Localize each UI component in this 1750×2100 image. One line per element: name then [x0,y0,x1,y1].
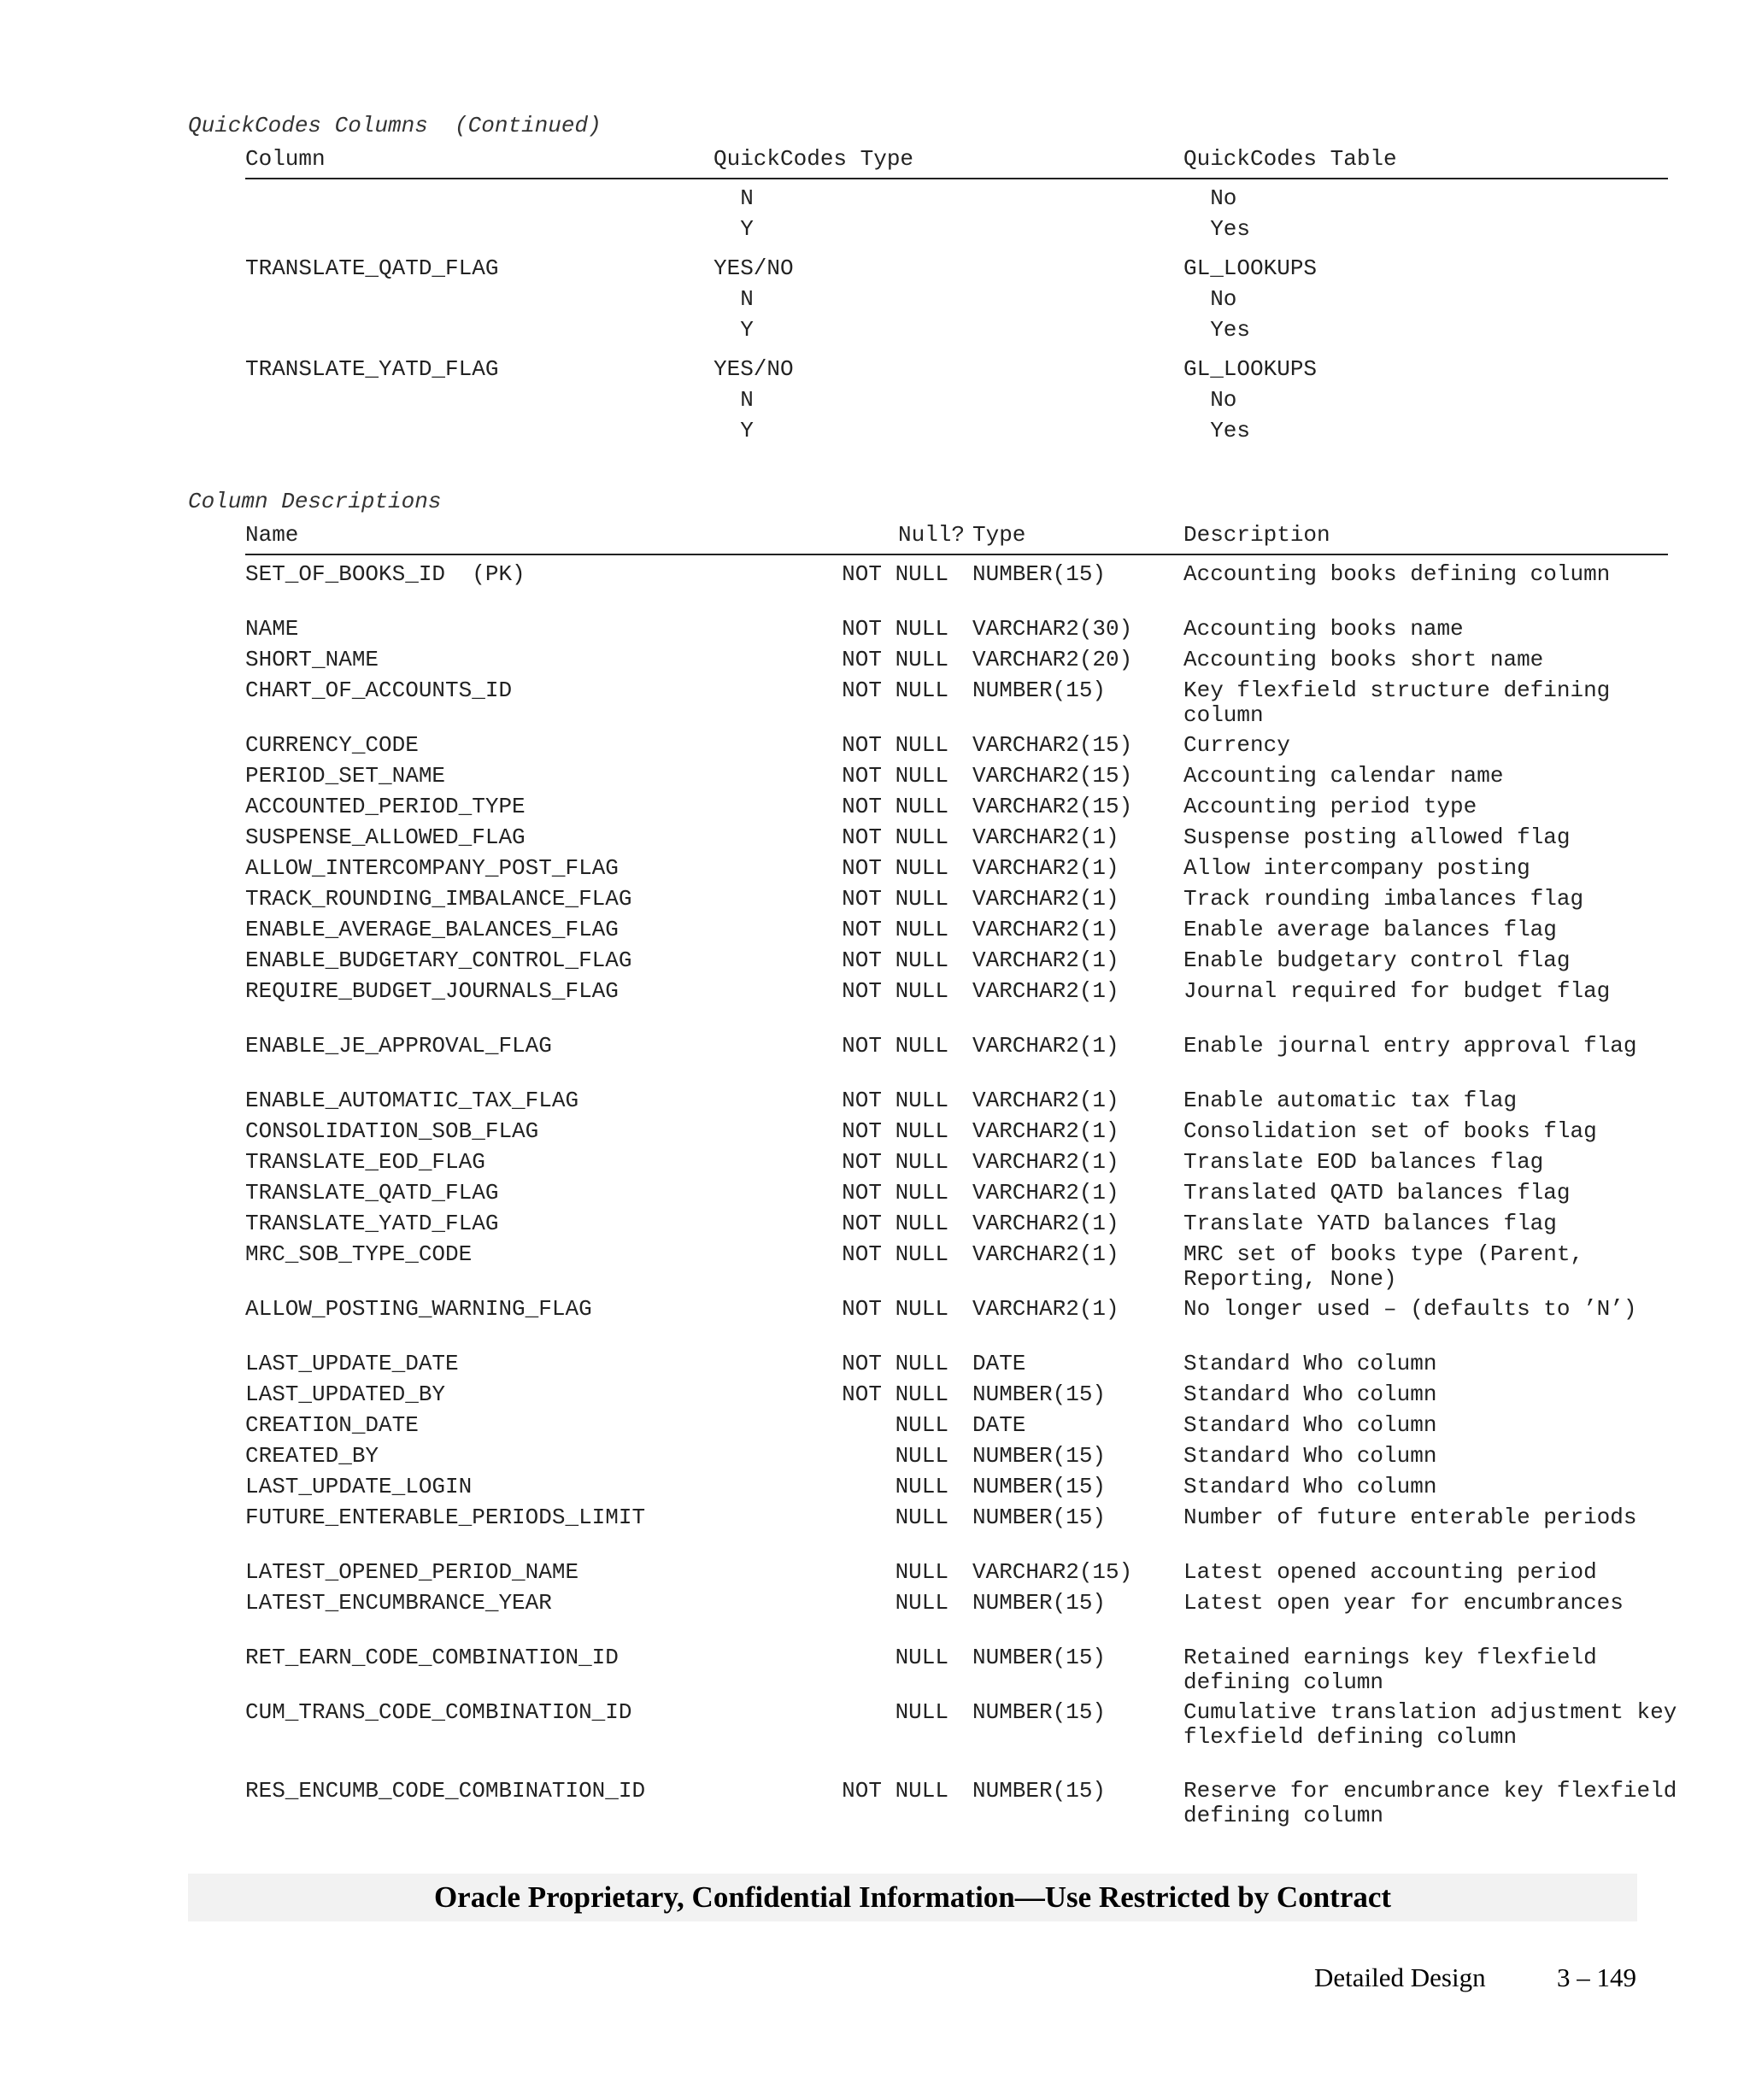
quickcodes-type-cell: Y [714,216,754,242]
column-name-cell: NAME [245,616,299,642]
description-cell: Journal required for budget flag [1183,978,1611,1004]
description-cell: No longer used – (defaults to ’N’) [1183,1296,1637,1322]
description-cell: Translated QATD balances flag [1183,1180,1571,1205]
quickcodes-header [245,144,1668,179]
column-name-cell: RES_ENCUMB_CODE_COMBINATION_ID [245,1778,646,1804]
type-cell: VARCHAR2(1) [972,1180,1119,1205]
null-cell: NOT NULL [842,1180,948,1205]
header-quickcodes-table: QuickCodes Table [1183,146,1397,172]
null-cell: NULL [895,1443,948,1469]
description-cell: Enable journal entry approval flag [1183,1033,1637,1059]
description-cell: Cumulative translation adjustment key flexfield defining column [1183,1699,1677,1750]
column-name-cell: LATEST_OPENED_PERIOD_NAME [245,1559,579,1585]
type-cell: NUMBER(15) [972,1474,1107,1499]
null-cell: NOT NULL [842,917,948,942]
column-name-cell: ENABLE_AUTOMATIC_TAX_FLAG [245,1088,579,1113]
null-cell: NOT NULL [842,886,948,912]
type-cell: VARCHAR2(1) [972,1149,1119,1175]
column-descriptions-header [245,519,1668,555]
description-cell: Standard Who column [1183,1474,1437,1499]
type-cell: NUMBER(15) [972,678,1107,703]
null-cell: NOT NULL [842,678,948,703]
null-cell: NULL [895,1412,948,1438]
null-cell: NOT NULL [842,1118,948,1144]
description-cell: Enable average balances flag [1183,917,1557,942]
column-name-cell: TRACK_ROUNDING_IMBALANCE_FLAG [245,886,632,912]
column-descriptions-title: Column Descriptions [188,489,442,514]
type-cell: VARCHAR2(1) [972,947,1119,973]
null-cell: NOT NULL [842,824,948,850]
column-name-cell: TRANSLATE_EOD_FLAG [245,1149,485,1175]
column-name-cell: ENABLE_BUDGETARY_CONTROL_FLAG [245,947,632,973]
description-cell: Allow intercompany posting [1183,855,1530,881]
column-name-cell: CREATION_DATE [245,1412,419,1438]
description-cell: Accounting books defining column [1183,561,1611,587]
column-name-cell: LAST_UPDATED_BY [245,1381,446,1407]
type-cell: VARCHAR2(1) [972,1033,1119,1059]
type-cell: NUMBER(15) [972,1443,1107,1469]
null-cell: NOT NULL [842,1778,948,1804]
type-cell: VARCHAR2(15) [972,763,1133,789]
header-quickcodes-type: QuickCodes Type [714,146,914,172]
type-cell: DATE [972,1351,1026,1376]
null-cell: NULL [895,1474,948,1499]
null-cell: NOT NULL [842,616,948,642]
column-name-cell: LAST_UPDATE_LOGIN [245,1474,473,1499]
column-name-cell: CUM_TRANS_CODE_COMBINATION_ID [245,1699,632,1725]
column-name-cell: SUSPENSE_ALLOWED_FLAG [245,824,526,850]
type-cell: VARCHAR2(1) [972,1241,1119,1267]
null-cell: NOT NULL [842,1351,948,1376]
description-cell: Standard Who column [1183,1351,1437,1376]
header-name: Name [245,522,299,548]
quickcodes-type-cell: N [714,185,754,211]
column-name-cell: CURRENCY_CODE [245,732,419,758]
quickcodes-table-cell: No [1183,286,1237,312]
column-name-cell: TRANSLATE_YATD_FLAG [245,1211,499,1236]
description-cell: Number of future enterable periods [1183,1505,1637,1530]
description-cell: Consolidation set of books flag [1183,1118,1597,1144]
description-cell: Currency [1183,732,1290,758]
column-name-cell: CONSOLIDATION_SOB_FLAG [245,1118,539,1144]
type-cell: NUMBER(15) [972,1699,1107,1725]
column-name-cell: TRANSLATE_QATD_FLAG [245,1180,499,1205]
description-cell: Retained earnings key flexfield defining column [1183,1645,1597,1695]
null-cell: NOT NULL [842,794,948,819]
null-cell: NOT NULL [842,947,948,973]
null-cell: NOT NULL [842,855,948,881]
description-cell: Enable budgetary control flag [1183,947,1571,973]
type-cell: VARCHAR2(15) [972,732,1133,758]
type-cell: VARCHAR2(1) [972,978,1119,1004]
quickcodes-table-cell: No [1183,387,1237,413]
column-name-cell: ACCOUNTED_PERIOD_TYPE [245,794,526,819]
quickcodes-type-cell: YES/NO [714,356,794,382]
column-name-cell: LAST_UPDATE_DATE [245,1351,459,1376]
quickcodes-table-cell: GL_LOOKUPS [1183,356,1318,382]
null-cell: NOT NULL [842,1149,948,1175]
header-null: Null? [897,522,965,548]
column-name-cell: FUTURE_ENTERABLE_PERIODS_LIMIT [245,1505,646,1530]
null-cell: NOT NULL [842,732,948,758]
null-cell: NOT NULL [842,1381,948,1407]
null-cell: NOT NULL [842,1296,948,1322]
description-cell: Standard Who column [1183,1443,1437,1469]
type-cell: VARCHAR2(15) [972,1559,1133,1585]
running-footer-section: Detailed Design [1314,1962,1486,1992]
null-cell: NOT NULL [842,647,948,672]
page-number: 3 – 149 [1557,1962,1636,1992]
quickcodes-table-cell: Yes [1183,317,1251,343]
column-name-cell: SHORT_NAME [245,647,379,672]
quickcodes-type-cell: YES/NO [714,255,794,281]
null-cell: NULL [895,1699,948,1725]
column-name-cell: REQUIRE_BUDGET_JOURNALS_FLAG [245,978,619,1004]
quickcodes-column-cell: TRANSLATE_QATD_FLAG [245,255,499,281]
quickcodes-table-cell: Yes [1183,418,1251,443]
null-cell: NOT NULL [842,561,948,587]
type-cell: VARCHAR2(20) [972,647,1133,672]
quickcodes-section-title: QuickCodes Columns (Continued) [188,113,602,138]
description-cell: Standard Who column [1183,1381,1437,1407]
quickcodes-table-cell: GL_LOOKUPS [1183,255,1318,281]
quickcodes-type-cell: Y [714,418,754,443]
type-cell: NUMBER(15) [972,1590,1107,1616]
null-cell: NOT NULL [842,1241,948,1267]
type-cell: NUMBER(15) [972,1381,1107,1407]
null-cell: NOT NULL [842,1211,948,1236]
description-cell: Accounting calendar name [1183,763,1504,789]
type-cell: VARCHAR2(1) [972,1088,1119,1113]
description-cell: Accounting period type [1183,794,1477,819]
type-cell: DATE [972,1412,1026,1438]
header-column: Column [245,146,326,172]
null-cell: NULL [895,1559,948,1585]
description-cell: Translate YATD balances flag [1183,1211,1557,1236]
description-cell: Accounting books name [1183,616,1464,642]
null-cell: NULL [895,1645,948,1670]
type-cell: VARCHAR2(1) [972,1211,1119,1236]
description-cell: Suspense posting allowed flag [1183,824,1571,850]
null-cell: NOT NULL [842,1088,948,1113]
null-cell: NOT NULL [842,1033,948,1059]
quickcodes-type-cell: Y [714,317,754,343]
description-cell: Reserve for encumbrance key flexfield defining column [1183,1778,1677,1828]
description-cell: Latest opened accounting period [1183,1559,1597,1585]
null-cell: NOT NULL [842,978,948,1004]
column-name-cell: ALLOW_POSTING_WARNING_FLAG [245,1296,592,1322]
description-cell: Accounting books short name [1183,647,1544,672]
column-name-cell: CHART_OF_ACCOUNTS_ID [245,678,513,703]
quickcodes-type-cell: N [714,387,754,413]
description-cell: Key flexfield structure defining column [1183,678,1611,728]
description-cell: Latest open year for encumbrances [1183,1590,1624,1616]
header-type: Type [972,522,1026,548]
column-name-cell: CREATED_BY [245,1443,379,1469]
type-cell: NUMBER(15) [972,1505,1107,1530]
type-cell: VARCHAR2(1) [972,886,1119,912]
quickcodes-table-cell: Yes [1183,216,1251,242]
type-cell: VARCHAR2(1) [972,824,1119,850]
header-description: Description [1183,522,1330,548]
column-name-cell: ENABLE_AVERAGE_BALANCES_FLAG [245,917,619,942]
confidentiality-notice: Oracle Proprietary, Confidential Information––Use Restricted by Contract [433,1880,1392,1914]
type-cell: NUMBER(15) [972,1778,1107,1804]
type-cell: VARCHAR2(1) [972,917,1119,942]
type-cell: NUMBER(15) [972,561,1107,587]
confidentiality-banner [188,1874,1637,1921]
null-cell: NOT NULL [842,763,948,789]
description-cell: Translate EOD balances flag [1183,1149,1544,1175]
description-cell: Track rounding imbalances flag [1183,886,1584,912]
type-cell: VARCHAR2(1) [972,1118,1119,1144]
column-name-cell: PERIOD_SET_NAME [245,763,446,789]
null-cell: NULL [895,1590,948,1616]
type-cell: VARCHAR2(30) [972,616,1133,642]
quickcodes-column-cell: TRANSLATE_YATD_FLAG [245,356,499,382]
column-name-cell: RET_EARN_CODE_COMBINATION_ID [245,1645,619,1670]
type-cell: VARCHAR2(1) [972,855,1119,881]
description-cell: Standard Who column [1183,1412,1437,1438]
column-name-cell: ENABLE_JE_APPROVAL_FLAG [245,1033,552,1059]
column-name-cell: SET_OF_BOOKS_ID (PK) [245,561,526,587]
description-cell: Enable automatic tax flag [1183,1088,1518,1113]
null-cell: NULL [895,1505,948,1530]
column-name-cell: ALLOW_INTERCOMPANY_POST_FLAG [245,855,619,881]
type-cell: VARCHAR2(1) [972,1296,1119,1322]
type-cell: NUMBER(15) [972,1645,1107,1670]
quickcodes-type-cell: N [714,286,754,312]
quickcodes-table-cell: No [1183,185,1237,211]
column-name-cell: LATEST_ENCUMBRANCE_YEAR [245,1590,552,1616]
description-cell: MRC set of books type (Parent, Reporting, None) [1183,1241,1584,1292]
type-cell: VARCHAR2(15) [972,794,1133,819]
column-name-cell: MRC_SOB_TYPE_CODE [245,1241,473,1267]
